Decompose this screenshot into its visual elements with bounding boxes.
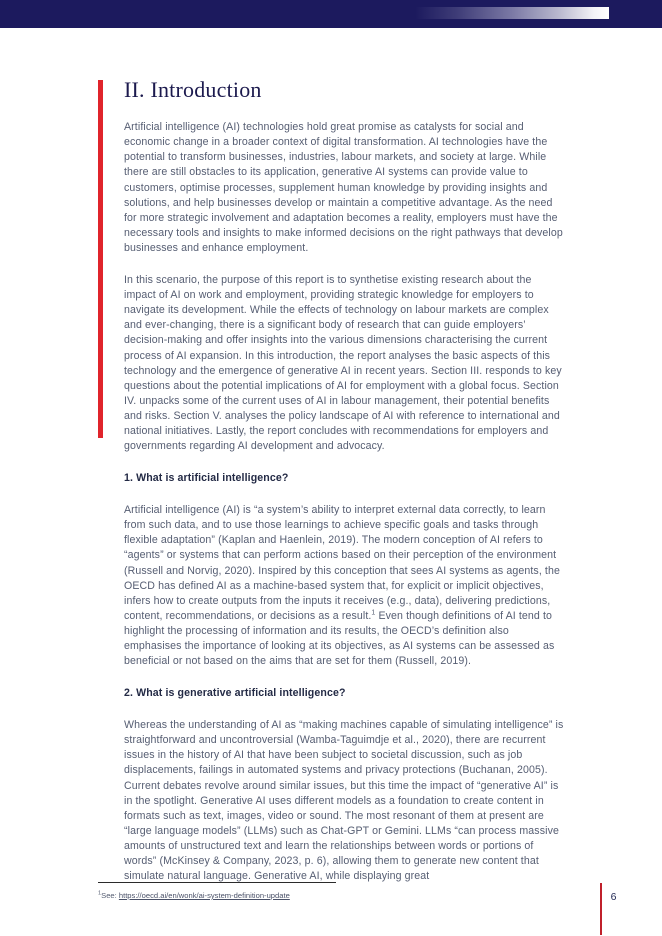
page-number: 6	[610, 891, 617, 903]
paragraph-intro-2: In this scenario, the purpose of this report is to synthetise existing research about the impact of AI on work and employment, providing strategic knowledge for employers to navigate its development. While the effects of technology on labour markets are complex and ever-changing, there is a significant body of research that can guide employers’ decision-making and offer insights into the various dimensions characterising the current process of AI expansion. In this introduction, the report analyses the basic aspects of this technology and the emergence of generative AI in recent years. Section III. responds to key questions about the potential implications of AI for employment with a global focus. Section IV. unpacks some of the current uses of AI in labour management, their potential benefits and risks. Section V. analyses the policy landscape of AI with reference to international and national initiatives. Lastly, the report concludes with recommendations for employers and governments regarding AI development and advocacy.	[124, 274, 562, 453]
page-number-accent-bar	[600, 883, 602, 935]
footnote-link[interactable]: https://oecd.ai/en/wonk/ai-system-definition-update	[118, 891, 290, 900]
page-title: II. Introduction	[124, 77, 262, 102]
paragraph-ai-definition-part2: Even though definitions of AI tend to highlight the processing of information and its results, the OECD’s definition also emphasises the importance of looking at its objectives, as AI systems can be assessed as beneficial or not based on the aims that are set for them (Russell, 2019).	[124, 609, 555, 668]
paragraph-intro-1: Artificial intelligence (AI) technologies hold great promise as catalysts for social and economic change in a broader context of digital transformation. AI technologies have the potential to transform businesses, industries, labour markets, and society at large. While there are still obstacles to its application, generative AI systems can provide value to customers, optimise processes, supplement human knowledge by providing insights and solutions, and help businesses develop or maintain a competitive advantage. As the need for more strategic involvement and adaptation becomes a reality, employers must have the necessary tools and insights to make informed decisions on the right pathways that develop businesses and enhance employment.	[124, 121, 563, 254]
paragraph-ai-definition-part1: Artificial intelligence (AI) is “a system’s ability to interpret external data correctly, to learn from such data, and to use those learnings to achieve specific goals and tasks through flexible adaptation” (Kaplan and Haenlein, 2019). The modern conception of AI refers to “agents” or systems that can perform actions based on their perception of the environment (Russell and Norvig, 2020). Inspired by this conception that sees AI systems as agents, the OECD has defined AI as a machine-based system that, for explicit or implicit objectives, infers how to create outputs from the inputs it receives (e.g., data), delivering predictions, content, recommendations, or decisions as a result.	[124, 504, 560, 622]
document-content	[124, 78, 564, 901]
header-gradient-strip	[415, 7, 609, 19]
footnote-marker: 1	[98, 890, 102, 897]
footnote-area	[98, 882, 568, 901]
page-number-group	[600, 883, 616, 935]
footnote-reference-1[interactable]: 1	[371, 609, 376, 617]
page-header-bar	[0, 0, 662, 28]
section-accent-bar	[98, 80, 103, 438]
subheading-what-is-artificial-intelligence: 1. What is artificial intelligence?	[124, 472, 289, 485]
footnote-entry	[98, 890, 568, 901]
footnote-separator-rule	[98, 882, 336, 883]
paragraph-generative-ai: Whereas the understanding of AI as “making machines capable of simulating intelligence” is straightforward and uncontroversial (Wamba-Taguimdje et al., 2020), there are recurrent issues in the history of AI that have been subject to societal discussion, such as job displacements, failings in automated systems and privacy protections (Buchanan, 2005). Current debates revolve around similar issues, but this time the impact of “generative AI” is in the spotlight. Generative AI uses different models as a foundation to create content in formats such as text, images, video or sound. The most resonant of them at present are “large language models” (LLMs) such as Chat-GPT or Gemini. LLMs “can process massive amounts of unstructured text and learn the relationships between words or portions of words” (McKinsey & Company, 2023, p. 6), allowing them to generate new content that simulate natural language. Generative AI, while displaying great	[124, 719, 564, 883]
footnote-prefix: See:	[101, 891, 119, 900]
subheading-what-is-generative-artificial-intelligence: 2. What is generative artificial intelligence?	[124, 687, 346, 700]
paragraph-ai-definition	[124, 503, 564, 669]
page-body	[0, 28, 662, 936]
